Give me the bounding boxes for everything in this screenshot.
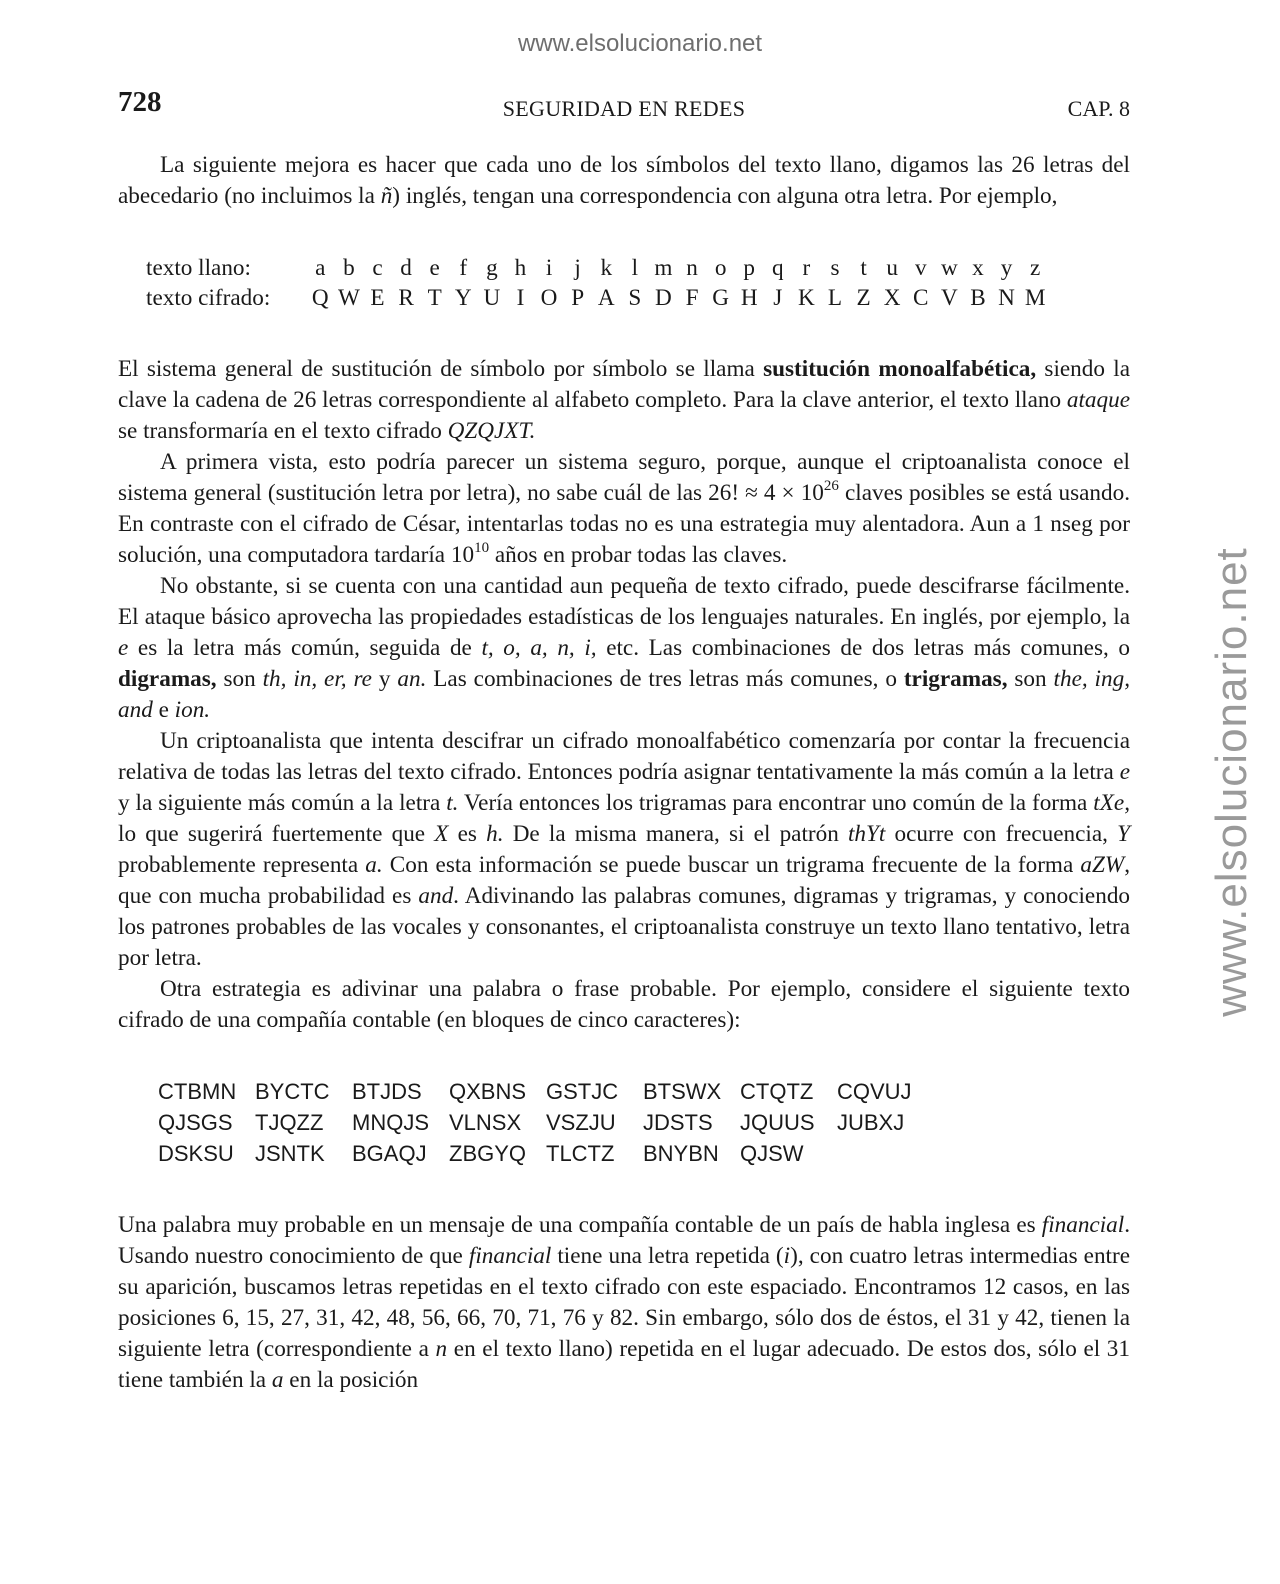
cipher-group: VSZJU	[546, 1110, 616, 1135]
ciphertext-letter: O	[540, 285, 558, 311]
plaintext-letter: y	[1000, 255, 1013, 281]
running-title: SEGURIDAD EN REDES	[502, 96, 746, 121]
cipher-group: CTBMN	[158, 1079, 237, 1104]
ciphertext-letter: T	[427, 285, 442, 311]
cipher-group: JQUUS	[740, 1110, 815, 1135]
watermark-top: www.elsolucionario.net	[517, 30, 763, 57]
cipher-group: CQVUJ	[837, 1079, 912, 1104]
ciphertext-letter: L	[827, 285, 843, 311]
cipher-group: BNYBN	[643, 1141, 719, 1166]
cipher-group: QXBNS	[449, 1079, 527, 1104]
cipher-group: DSKSU	[158, 1141, 234, 1166]
ciphertext-letter: N	[998, 285, 1015, 311]
plaintext-letter: s	[830, 255, 840, 281]
cipher-group: JDSTS	[643, 1110, 713, 1135]
ciphertext-letter: B	[970, 285, 986, 311]
ciphertext-letter: S	[628, 285, 642, 311]
term-digramas: digramas,	[118, 666, 217, 692]
term-monoalphabetic: sustitución monoalfabética,	[763, 356, 1037, 382]
ciphertext-letter: H	[740, 285, 758, 311]
page-header	[118, 86, 1130, 126]
ciphertext-label: texto cifrado:	[146, 285, 271, 311]
paragraph-first-glance: A primera vista, esto podría parecer un sistema seguro, porque, aunque el criptoanalista conoce el sistema general (sustitución letra por letra), no sabe cuál de las 26! ≈ $4 \times 10^{26}$ claves posibles se está usando. En contraste con el cifrado de César, intentarlas todas no es una estrategia muy alentadora. Aun a 1 nseg por solución, una computadora tardaría $10^{10}$ años en probar todas las claves.	[118, 449, 1130, 568]
ciphertext-letter: P	[571, 285, 585, 311]
cipher-group: JUBXJ	[837, 1110, 905, 1135]
ciphertext-line	[158, 1076, 1130, 1107]
paragraph-cryptanalyst: Un criptoanalista que intenta descifrar un cifrado monoalfabético comenzaría por contar la frecuencia relativa de todas las letras del texto cifrado. Entonces podría asignar tentativamente la más común a la letra e y la siguiente más común a la letra t. Vería entonces los trigramas para encontrar uno común de la forma tXe, lo que sugerirá fuertemente que X es h. De la misma manera, si el patrón thYt ocurre con frecuencia, Y probablemente representa a. Con esta información se puede buscar un trigrama frecuente de la forma aZW, que con mucha probabilidad es and. Adivinando las palabras comunes, digramas y trigramas, y conociendo los patrones probables de las vocales y consonantes, el criptoanalista construye un texto llano tentativo, letra por letra.	[118, 728, 1131, 971]
plaintext-label: texto llano:	[146, 255, 251, 281]
plaintext-letter: a	[315, 255, 326, 281]
plaintext-letter: h	[514, 255, 527, 281]
watermark-side: www.elsolucionario.net	[1207, 547, 1256, 1017]
ciphertext-letter: X	[883, 285, 901, 311]
cipher-group: MNQJS	[352, 1110, 429, 1135]
cipher-group: ZBGYQ	[449, 1141, 527, 1166]
ciphertext-letter: Z	[856, 285, 871, 311]
ciphertext-letter: C	[913, 285, 929, 311]
plaintext-letter: i	[545, 255, 553, 281]
plaintext-letter: w	[940, 255, 958, 281]
ciphertext-block	[158, 1076, 1130, 1169]
ciphertext-line	[158, 1138, 1130, 1169]
plaintext-letter: p	[743, 255, 755, 281]
plaintext-letter: d	[400, 255, 412, 281]
ciphertext-letter: Y	[454, 285, 472, 311]
plaintext-letter: t	[860, 255, 867, 281]
cipher-group: BTJDS	[352, 1079, 422, 1104]
cipher-group: QJSGS	[158, 1110, 233, 1135]
plaintext-letter: o	[714, 255, 727, 281]
cipher-group: VLNSX	[449, 1110, 522, 1135]
cipher-group: CTQTZ	[740, 1079, 814, 1104]
plaintext-letter: l	[631, 255, 639, 281]
chapter-label: CAP. 8	[1067, 96, 1130, 121]
ciphertext-letter: W	[337, 285, 360, 311]
cipher-group: QJSW	[740, 1141, 804, 1166]
plaintext-letter: x	[972, 255, 984, 281]
paragraph-monoalphabetic: El sistema general de sustitución de símbolo por símbolo se llama sustitución monoalfabética, siendo la clave la cadena de 26 letras correspondiente al alfabeto completo. Para la clave anterior, el texto llano ataque se transformaría en el texto cifrado QZQJXT.	[118, 356, 1130, 444]
ciphertext-letter: K	[798, 285, 815, 311]
ciphertext-letter: I	[516, 285, 525, 311]
ciphertext-letter: M	[1024, 285, 1046, 311]
page-body	[118, 150, 1130, 1396]
ciphertext-letter: D	[655, 285, 672, 311]
plaintext-letter: b	[343, 255, 355, 281]
plaintext-letters	[306, 253, 1049, 283]
cipher-group: TJQZZ	[255, 1110, 324, 1135]
plaintext-letter: u	[886, 255, 898, 281]
ciphertext-letter: A	[597, 285, 615, 311]
cipher-group: TLCTZ	[546, 1141, 615, 1166]
plaintext-letter: e	[429, 255, 440, 281]
plaintext-letter: z	[1029, 255, 1041, 281]
paragraph-financial: Una palabra muy probable en un mensaje de una compañía contable de un país de habla inglesa es financial. Usando nuestro conocimiento de que financial tiene una letra repetida (i), con cuatro letras intermedias entre su aparición, buscamos letras repetidas en el texto cifrado con este espaciado. Encontramos 12 casos, en las posiciones 6, 15, 27, 31, 42, 48, 56, 66, 70, 71, 76 y 82. Sin embargo, sólo dos de éstos, el 31 y 42, tienen la siguiente letra (correspondiente a n en el texto llano) repetida en el lugar adecuado. De estos dos, sólo el 31 tiene también la a en la posición	[118, 1212, 1130, 1393]
cipher-group: BGAQJ	[352, 1141, 427, 1166]
ciphertext-letter: J	[773, 285, 783, 311]
page-number: 728	[118, 86, 162, 118]
ciphertext-letter: U	[483, 285, 501, 311]
ciphertext-letter: R	[398, 285, 414, 311]
ciphertext-row	[146, 283, 1130, 313]
cipher-group: BYCTC	[255, 1079, 330, 1104]
ciphertext-letter: Q	[311, 285, 329, 311]
plaintext-letter: q	[772, 255, 784, 281]
plaintext-letter: c	[372, 255, 383, 281]
plaintext-letter: g	[486, 255, 498, 281]
substitution-table	[146, 253, 1130, 313]
plaintext-letter: n	[686, 255, 698, 281]
plaintext-letter: j	[574, 255, 581, 281]
ciphertext-letter: G	[712, 285, 729, 311]
plaintext-letter: k	[600, 255, 613, 281]
paragraph-statistics: No obstante, si se cuenta con una cantidad aun pequeña de texto cifrado, puede descifrarse fácilmente. El ataque básico aprovecha las propiedades estadísticas de los lenguajes naturales. En inglés, por ejemplo, la e es la letra más común, seguida de t, o, a, n, i, etc. Las combinaciones de dos letras más comunes, o digramas, son th, in, er, re y an. Las combinaciones de tres letras más comunes, o trigramas, son the, ing, and e ion.	[118, 573, 1130, 723]
term-trigramas: trigramas,	[903, 666, 1008, 692]
cipher-group: JSNTK	[255, 1141, 325, 1166]
plaintext-letter: v	[914, 255, 927, 281]
intro-paragraph: La siguiente mejora es hacer que cada uno de los símbolos del texto llano, digamos las 26 letras del abecedario (no incluimos la ñ) inglés, tengan una correspondencia con alguna otra letra. Por ejemplo,	[118, 152, 1130, 209]
plaintext-letter: r	[802, 255, 811, 281]
plaintext-letter: m	[654, 255, 673, 281]
ciphertext-line	[158, 1107, 1130, 1138]
cipher-group: GSTJC	[546, 1079, 619, 1104]
ciphertext-letter: E	[370, 285, 385, 311]
plaintext-letter: f	[459, 255, 468, 281]
ciphertext-letters	[306, 283, 1049, 313]
ciphertext-letter: F	[685, 285, 699, 311]
cipher-group: BTSWX	[643, 1079, 722, 1104]
ciphertext-letter: V	[940, 285, 958, 311]
paragraph-probable-word: Otra estrategia es adivinar una palabra o frase probable. Por ejemplo, considere el siguiente texto cifrado de una compañía contable (en bloques de cinco caracteres):	[118, 976, 1130, 1033]
plaintext-row	[146, 253, 1130, 283]
